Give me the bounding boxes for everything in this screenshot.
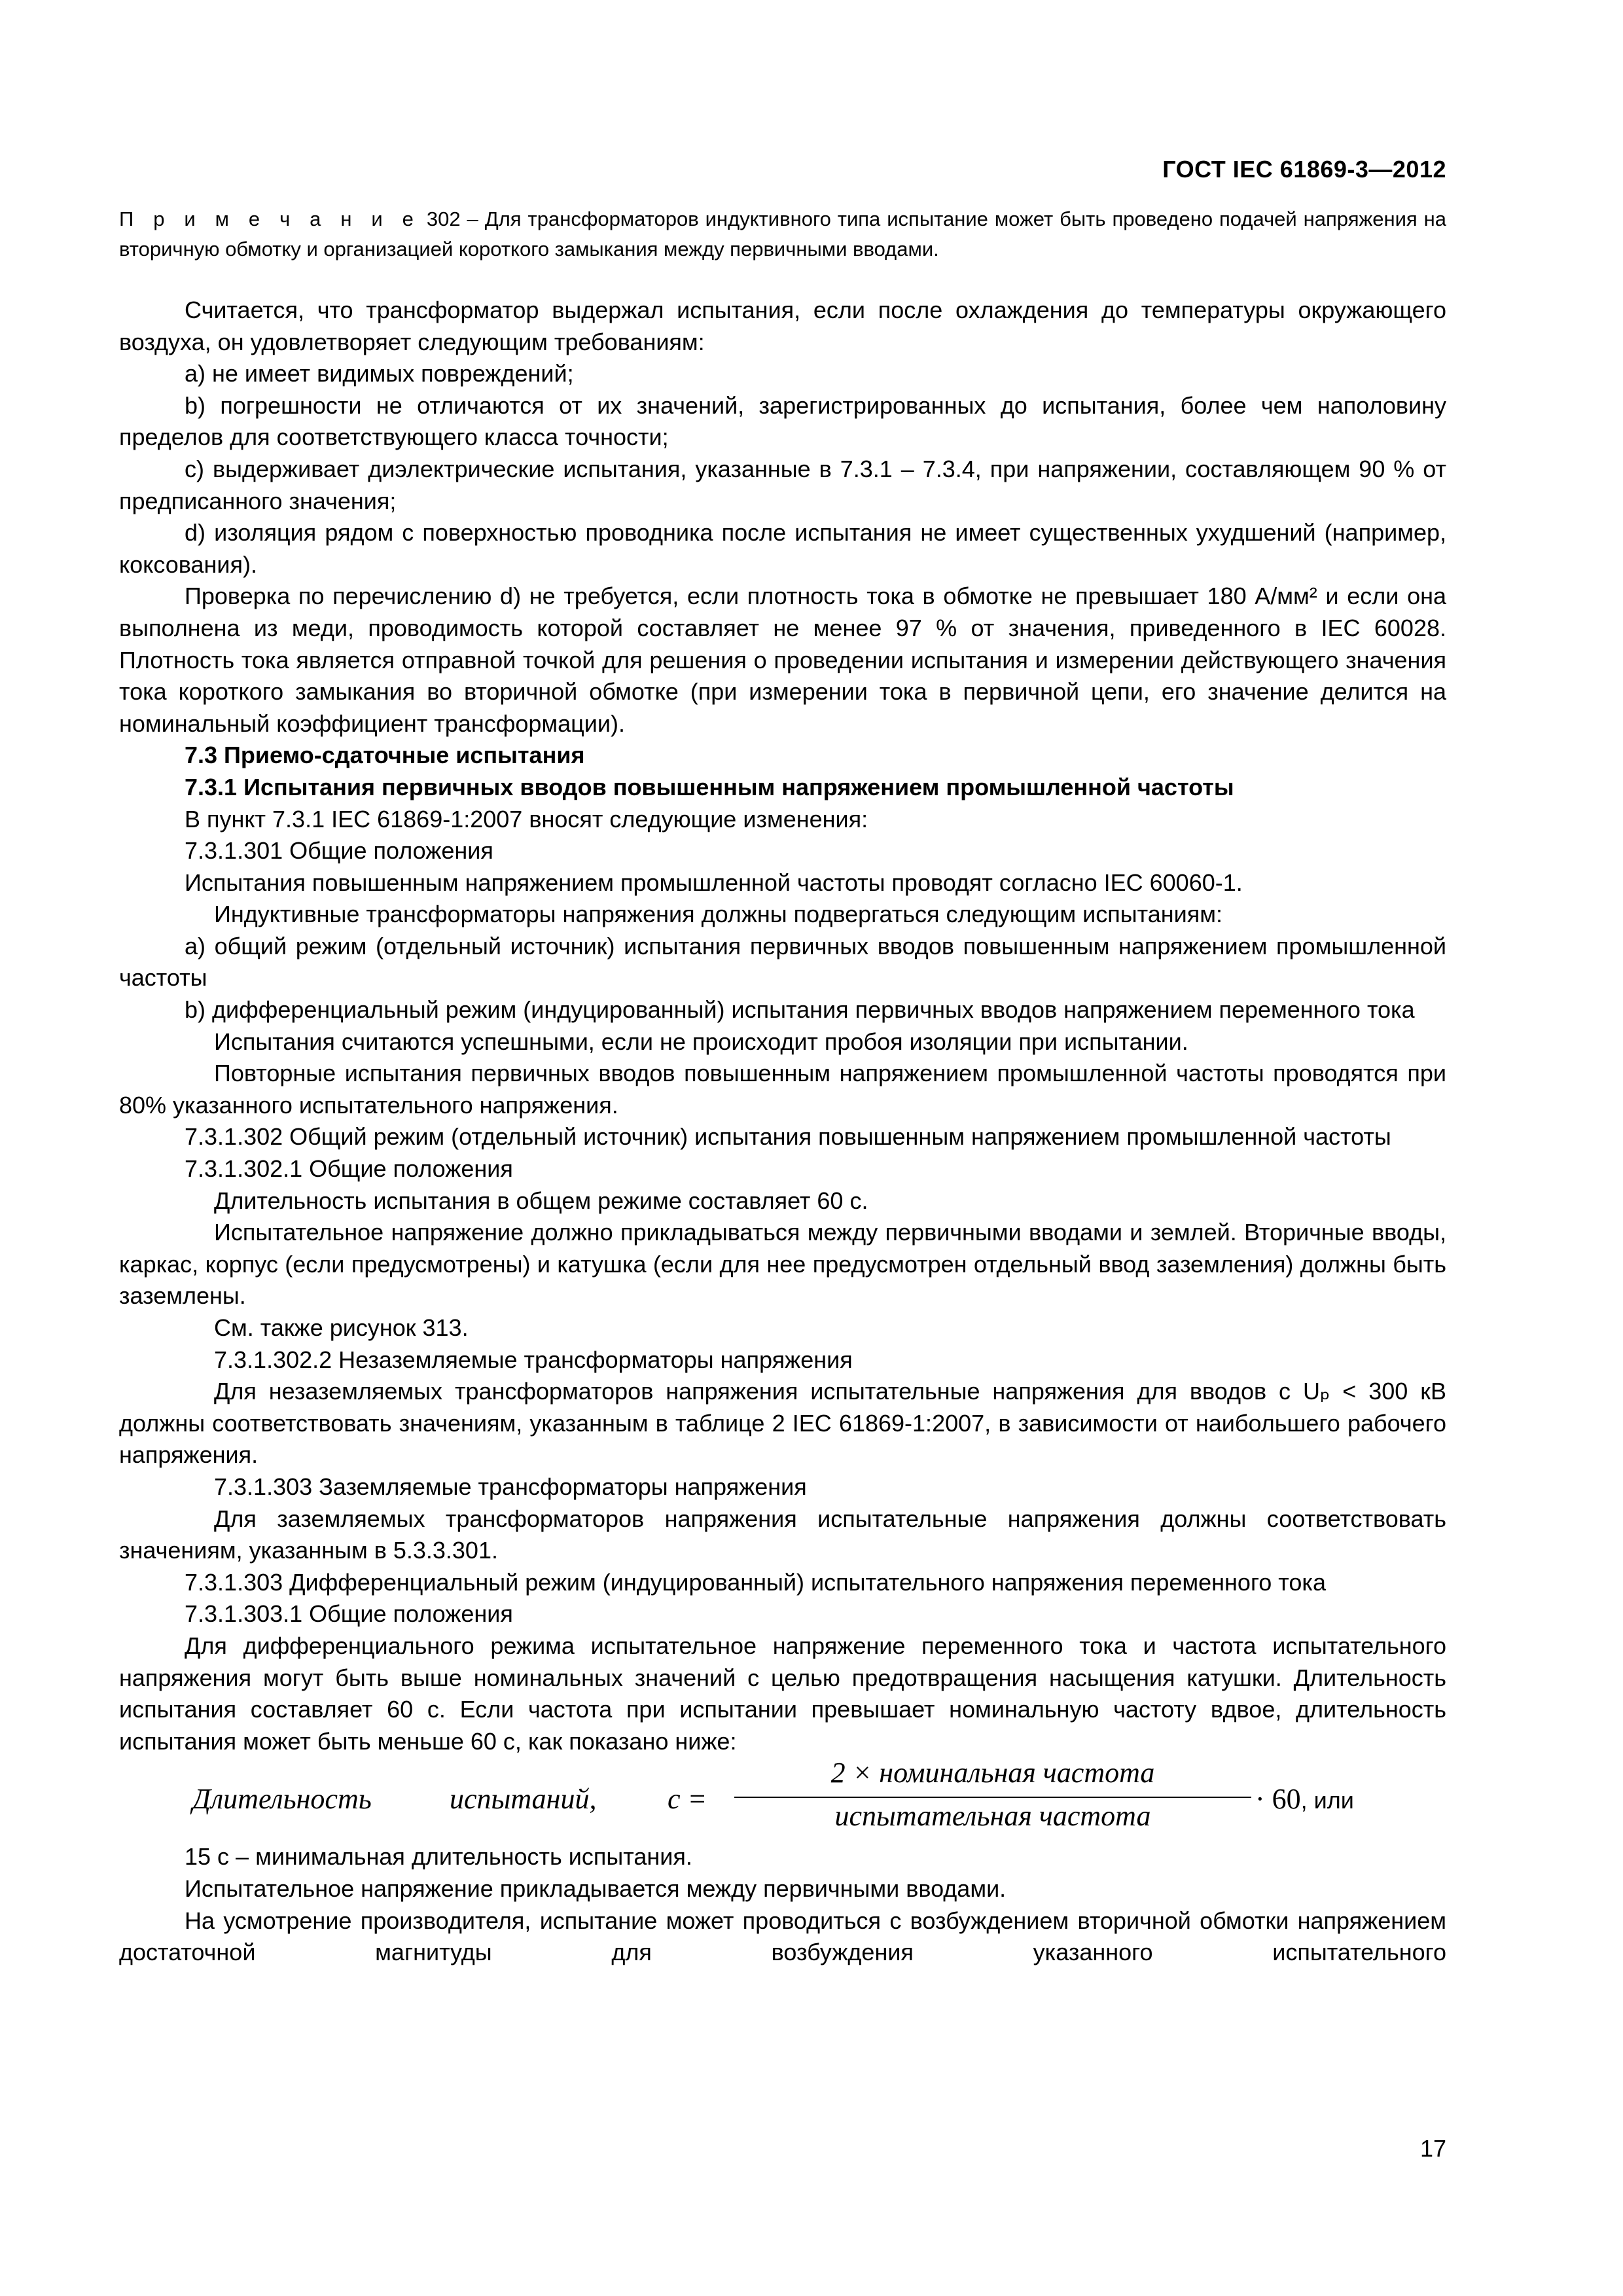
formula-numerator: 2 × номинальная частота <box>830 1757 1155 1789</box>
note-text: 302 – Для трансформаторов индуктивного типа испытание может быть проведено подачей напряжения на вторичную обмотку и организацией короткого замыкания между первичными вводами. <box>119 207 1446 260</box>
paragraph: a) общий режим (отдельный источник) испытания первичных вводов повышенным напряжением промышленной частоты <box>119 932 1446 992</box>
paragraph: Для незаземляемых трансформаторов напряжения испытательные напряжения для вводов с Uₚ < 300 кВ должны соответствовать значениям, указанным в таблице 2 IEC 61869-1:2007, в зависимости от наибольшего рабочего напряжения. <box>119 1378 1446 1469</box>
paragraph: 7.3.1.303 Дифференциальный режим (индуцированный) испытательного напряжения переменного тока <box>185 1568 1326 1596</box>
paragraph: См. также рисунок 313. <box>214 1314 469 1341</box>
paragraphs-after-formula <box>119 1841 1446 1968</box>
section-heading: 7.3 Приемо-сдаточные испытания <box>185 742 585 769</box>
paragraph: 7.3.1.301 Общие положения <box>185 837 493 865</box>
paragraph: 7.3.1.303.1 Общие положения <box>185 1600 513 1628</box>
formula-label-duration: Длительность <box>192 1783 372 1816</box>
paragraph: b) дифференциальный режим (индуцированный) испытания первичных вводов напряжением переменного тока <box>185 996 1415 1024</box>
paragraph: Считается, что трансформатор выдержал испытания, если после охлаждения до температуры окружающего воздуха, он удовлетворяет следующим требованиям: <box>119 296 1446 355</box>
document-body <box>119 295 1446 1969</box>
paragraph: На усмотрение производителя, испытание может проводиться с возбуждением вторичной обмотки напряжением достаточной магнитуды для возбуждения указанного испытательного <box>119 1907 1446 1966</box>
paragraph: d) изоляция рядом с поверхностью проводника после испытания не имеет существенных ухудшений (например, коксования). <box>119 519 1446 578</box>
paragraphs-before-formula <box>119 295 1446 1757</box>
paragraph: Испытания считаются успешными, если не происходит пробоя изоляции при испытании. <box>214 1028 1188 1055</box>
paragraph: Для дифференциального режима испытательное напряжение переменного тока и частота испытательного напряжения могут быть выше номинальных значений с целью предотвращения насыщения катушки. Длительность испытания составляет 60 с. Если частота при испытании превышает номинальную частоту вдвое, длительность испытания может быть меньше 60 с, как показано ниже: <box>119 1632 1446 1755</box>
formula-tail <box>1255 1784 1354 1817</box>
page-number: 17 <box>1419 2135 1446 2162</box>
paragraph: Длительность испытания в общем режиме составляет 60 с. <box>214 1187 868 1214</box>
note-label: П р и м е ч а н и е <box>119 207 420 230</box>
paragraph: c) выдерживает диэлектрические испытания, указанные в 7.3.1 – 7.3.4, при напряжении, составляющем 90 % от предписанного значения; <box>119 455 1446 514</box>
formula-denominator: испытательная частота <box>834 1800 1151 1833</box>
duration-formula <box>119 1757 1446 1841</box>
formula-lhs: с = <box>668 1783 707 1816</box>
paragraph: b) погрешности не отличаются от их значений, зарегистрированных до испытания, более чем наполовину пределов для соответствующего класса точности; <box>119 391 1446 451</box>
formula-or: , или <box>1300 1787 1354 1814</box>
document-code-header: ГОСТ IEC 61869-3—2012 <box>1162 156 1446 183</box>
fraction-bar <box>734 1797 1251 1798</box>
paragraph: В пункт 7.3.1 IEC 61869-1:2007 вносят следующие изменения: <box>185 805 868 833</box>
paragraph: 7.3.1.303 Заземляемые трансформаторы напряжения <box>214 1473 807 1500</box>
note-block <box>119 204 1446 264</box>
paragraph: Испытательное напряжение должно прикладываться между первичными вводами и землей. Вторичные вводы, каркас, корпус (если предусмотрены) и катушка (если для нее предусмотрен отдельный ввод заземления) должны быть заземлены. <box>119 1219 1446 1310</box>
formula-label-tests: испытаний, <box>450 1783 597 1816</box>
paragraph: Индуктивные трансформаторы напряжения должны подвергаться следующим испытаниям: <box>214 901 1223 928</box>
paragraph: Для заземляемых трансформаторов напряжения испытательные напряжения должны соответствовать значениям, указанным в 5.3.3.301. <box>119 1505 1446 1564</box>
paragraph: 15 с – минимальная длительность испытания. <box>185 1843 692 1871</box>
paragraph: Испытания повышенным напряжением промышленной частоты проводят согласно IEC 60060-1. <box>185 869 1243 896</box>
paragraph: 7.3.1.302.2 Незаземляемые трансформаторы напряжения <box>214 1346 853 1373</box>
paragraph: 7.3.1.302.1 Общие положения <box>185 1155 513 1183</box>
paragraph: Повторные испытания первичных вводов повышенным напряжением промышленной частоты проводятся при 80% указанного испытательного напряжения. <box>119 1060 1446 1119</box>
formula-multiplier: · 60 <box>1255 1783 1301 1816</box>
section-heading: 7.3.1 Испытания первичных вводов повышенным напряжением промышленной частоты <box>185 773 1234 800</box>
paragraph: 7.3.1.302 Общий режим (отдельный источник) испытания повышенным напряжением промышленной частоты <box>185 1123 1391 1151</box>
paragraph: a) не имеет видимых повреждений; <box>185 360 574 387</box>
paragraph: Испытательное напряжение прикладывается между первичными вводами. <box>185 1874 1007 1902</box>
paragraph: Проверка по перечислению d) не требуется, если плотность тока в обмотке не превышает 180 А/мм² и если она выполнена из меди, проводимость которой составляет не менее 97 % от значения, приведенного в IEC 60028. Плотность тока является отправной точкой для решения о проведении испытания и измерении действующего значения тока короткого замыкания во вторичной обмотке (при измерении тока в первичной цепи, его значение делится на номинальный коэффициент трансформации). <box>119 583 1446 737</box>
